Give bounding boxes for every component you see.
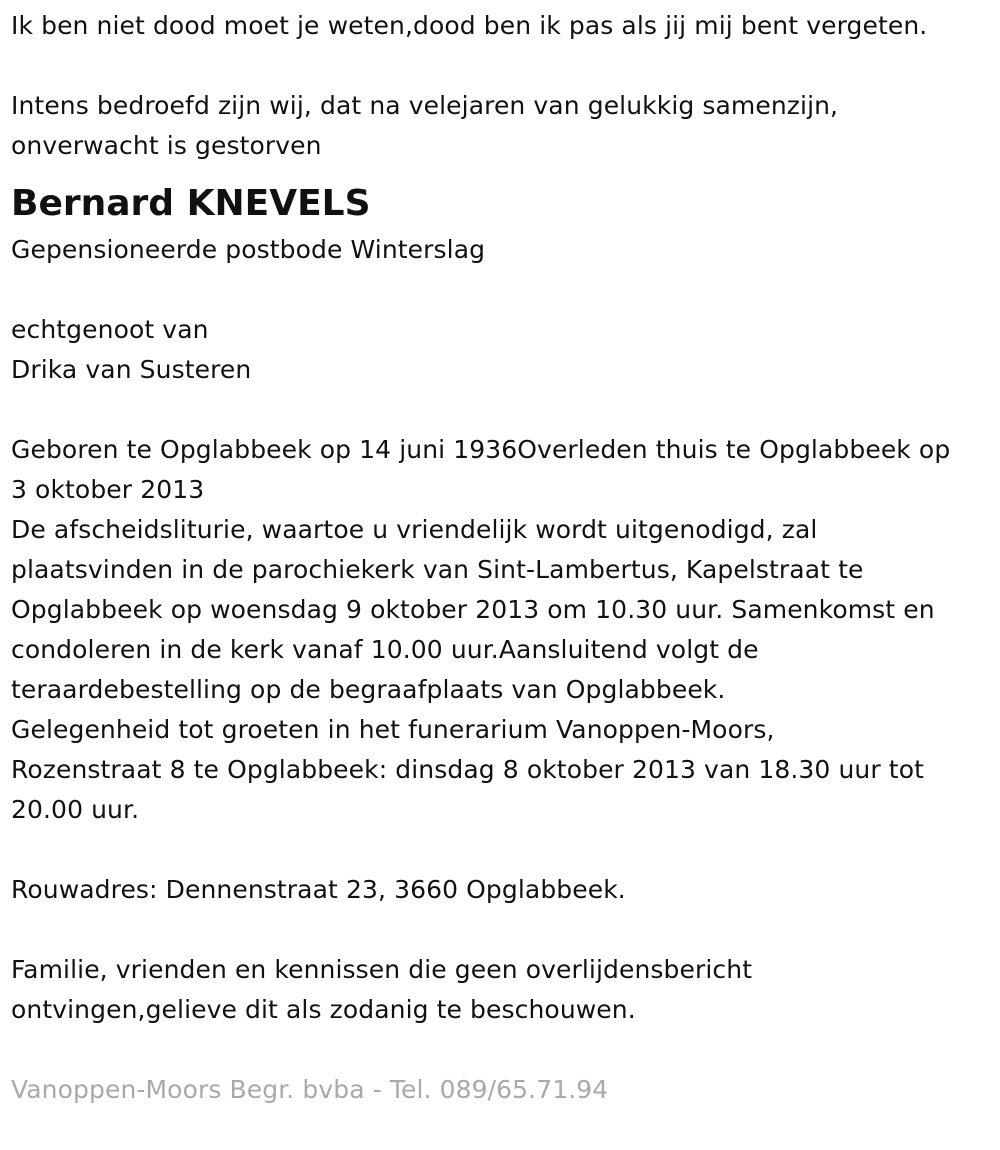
details-line: Gelegenheid tot groeten in het funerarium Vanoppen-Moors,: [11, 715, 775, 744]
details-line: teraardebestelling op de begraafplaats van Opglabbeek.: [11, 675, 726, 704]
details-line: Opglabbeek op woensdag 9 oktober 2013 om 10.30 uur. Samenkomst en: [11, 595, 935, 624]
spacer: [11, 910, 990, 950]
spacer: [11, 1030, 990, 1070]
intro-line: onverwacht is gestorven: [11, 131, 322, 160]
details-line: 20.00 uur.: [11, 795, 140, 824]
details-line: Geboren te Opglabbeek op 14 juni 1936Overleden thuis te Opglabbeek op: [11, 435, 951, 464]
details-line: plaatsvinden in de parochiekerk van Sint-Lambertus, Kapelstraat te: [11, 555, 864, 584]
spacer: [11, 390, 990, 430]
spacer: [11, 46, 990, 86]
spouse-label: echtgenoot van: [11, 315, 209, 344]
spouse-name: Drika van Susteren: [11, 355, 252, 384]
spacer: [11, 830, 990, 870]
family-line: ontvingen,gelieve dit als zodanig te beschouwen.: [11, 995, 636, 1024]
details-line: 3 oktober 2013: [11, 475, 205, 504]
occupation: Gepensioneerde postbode Winterslag: [11, 235, 486, 264]
funeral-home-footer: Vanoppen-Moors Begr. bvba - Tel. 089/65.71.94: [11, 1075, 609, 1104]
intro-line: Intens bedroefd zijn wij, dat na velejaren van gelukkig samenzijn,: [11, 91, 839, 120]
details-line: De afscheidsliturie, waartoe u vriendelijk wordt uitgenodigd, zal: [11, 515, 818, 544]
memorial-quote: Ik ben niet dood moet je weten,dood ben ik pas als jij mij bent vergeten.: [11, 11, 928, 40]
family-line: Familie, vrienden en kennissen die geen overlijdensbericht: [11, 955, 753, 984]
details-line: condoleren in de kerk vanaf 10.00 uur.Aansluitend volgt de: [11, 635, 759, 664]
details-line: Rozenstraat 8 te Opglabbeek: dinsdag 8 oktober 2013 van 18.30 uur tot: [11, 755, 924, 784]
deceased-name: Bernard KNEVELS: [11, 183, 371, 224]
mourning-address: Rouwadres: Dennenstraat 23, 3660 Opglabbeek.: [11, 875, 626, 904]
spacer: [11, 270, 990, 310]
